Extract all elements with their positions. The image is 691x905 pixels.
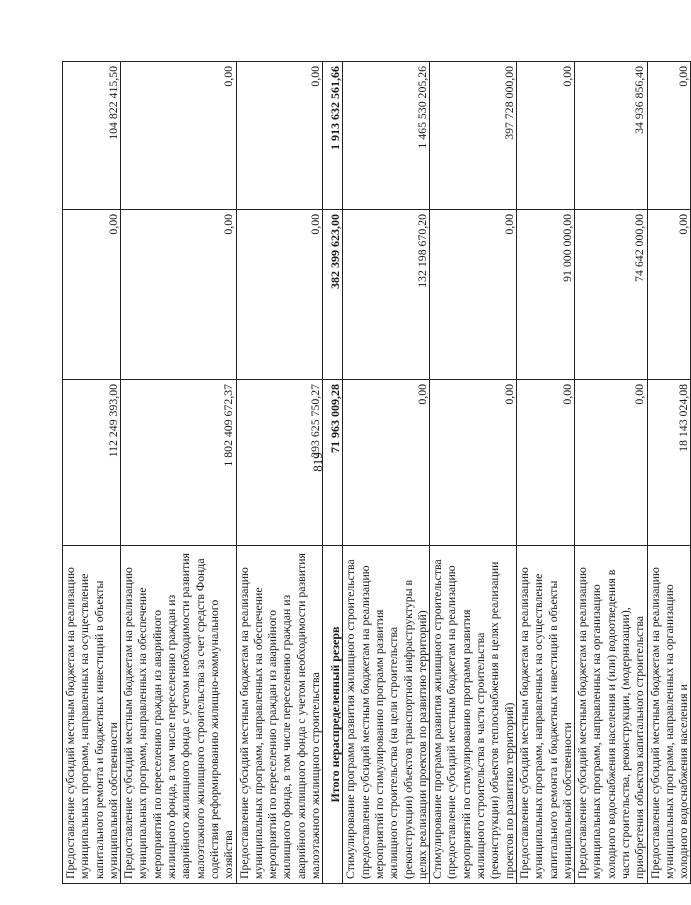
row-label: Стимулирование программ развития жилищного строительства (предоставление субсидий местным бюджетам на реализацию мероприятий по стимулированию программ развития жилищного строительства (на цели строительства (реконструкции) объектов транспортной инфраструктуры в целях реализации проектов по развитию территорий) xyxy=(343,546,430,884)
row-label: Предоставление субсидий местным бюджетам на реализацию муниципальных программ, направленных на обеспечение мероприятий по переселению граждан из аварийного жилищного фонда, в том числе переселению граждан из аварийного жилищного фонда с учетом необходимости развития малоэтажного жилищного строительства xyxy=(236,546,323,884)
value-2: 91 000 000,00 xyxy=(516,210,574,380)
value-3: 0,00 xyxy=(121,62,236,210)
value-3: 0,00 xyxy=(647,62,691,210)
budget-table-container xyxy=(62,62,691,884)
table-row xyxy=(236,62,323,884)
value-1: 112 249 393,00 xyxy=(63,380,121,546)
value-2: 0,00 xyxy=(236,210,323,380)
value-3: 1 465 530 205,26 xyxy=(343,62,430,210)
value-2: 74 642 000,00 xyxy=(575,210,647,380)
table-row xyxy=(63,62,121,884)
value-1: 0,00 xyxy=(575,380,647,546)
value-3: 34 936 856,40 xyxy=(575,62,647,210)
table-row xyxy=(516,62,574,884)
value-3: 0,00 xyxy=(516,62,574,210)
value-1: 293 625 750,27 xyxy=(236,380,323,546)
value-1: 1 802 409 672,37 xyxy=(121,380,236,546)
value-1: 0,00 xyxy=(430,380,517,546)
value-1: 18 143 024,08 xyxy=(647,380,691,546)
value-1: 71 963 009,28 xyxy=(323,380,343,546)
value-2: 0,00 xyxy=(121,210,236,380)
value-3: 104 822 415,50 xyxy=(63,62,121,210)
value-2: 0,00 xyxy=(63,210,121,380)
row-label: Предоставление субсидий местным бюджетам на реализацию муниципальных программ, направленных на организацию холодного водоснабжения населения и (или) водоотведения в части строительства, реконструкции, (модернизации), приобретения объектов капитального строительства xyxy=(575,546,647,884)
budget-table-body xyxy=(63,62,691,884)
row-label: Предоставление субсидий местным бюджетам на реализацию муниципальных программ, направленных на осуществление капитального ремонта и бюджетных инвестиций в объекты муниципальной собственности xyxy=(516,546,574,884)
value-3: 397 728 000,00 xyxy=(430,62,517,210)
table-row xyxy=(430,62,517,884)
value-3: 0,00 xyxy=(236,62,323,210)
value-1: 0,00 xyxy=(343,380,430,546)
total-row xyxy=(323,62,343,884)
budget-table xyxy=(62,61,691,884)
page-number: 819 xyxy=(310,452,325,472)
value-2: 0,00 xyxy=(647,210,691,380)
row-label: Предоставление субсидий местным бюджетам на реализацию муниципальных программ, направленных на осуществление капитального ремонта и бюджетных инвестиций в объекты муниципальной собственности xyxy=(63,546,121,884)
row-label: Итого нераспределенный резерв xyxy=(323,546,343,884)
value-1: 0,00 xyxy=(516,380,574,546)
value-2: 382 399 623,00 xyxy=(323,210,343,380)
table-row xyxy=(121,62,236,884)
table-row xyxy=(575,62,647,884)
value-2: 0,00 xyxy=(430,210,517,380)
table-row xyxy=(647,62,691,884)
row-label: Предоставление субсидий местным бюджетам на реализацию муниципальных программ, направленных на обеспечение мероприятий по переселению граждан из аварийного жилищного фонда, в том числе переселению граждан из аварийного жилищного фонда с учетом необходимости развития малоэтажного жилищного строительства за счет средств Фонда содействия реформированию жилищно-коммунального хозяйства xyxy=(121,546,236,884)
value-3: 1 913 632 561,66 xyxy=(323,62,343,210)
row-label: Стимулирование программ развития жилищного строительства (предоставление субсидий местным бюджетам на реализацию мероприятий по стимулированию программ развития жилищного строительства в части строительства (реконструкции) объектов теплоснабжения в целях реализации проектов по развитию территорий) xyxy=(430,546,517,884)
table-row xyxy=(343,62,430,884)
value-2: 132 198 670,20 xyxy=(343,210,430,380)
row-label: Предоставление субсидий местным бюджетам на реализацию муниципальных программ, направленных на организацию холодного водоснабжения населения и xyxy=(647,546,691,884)
